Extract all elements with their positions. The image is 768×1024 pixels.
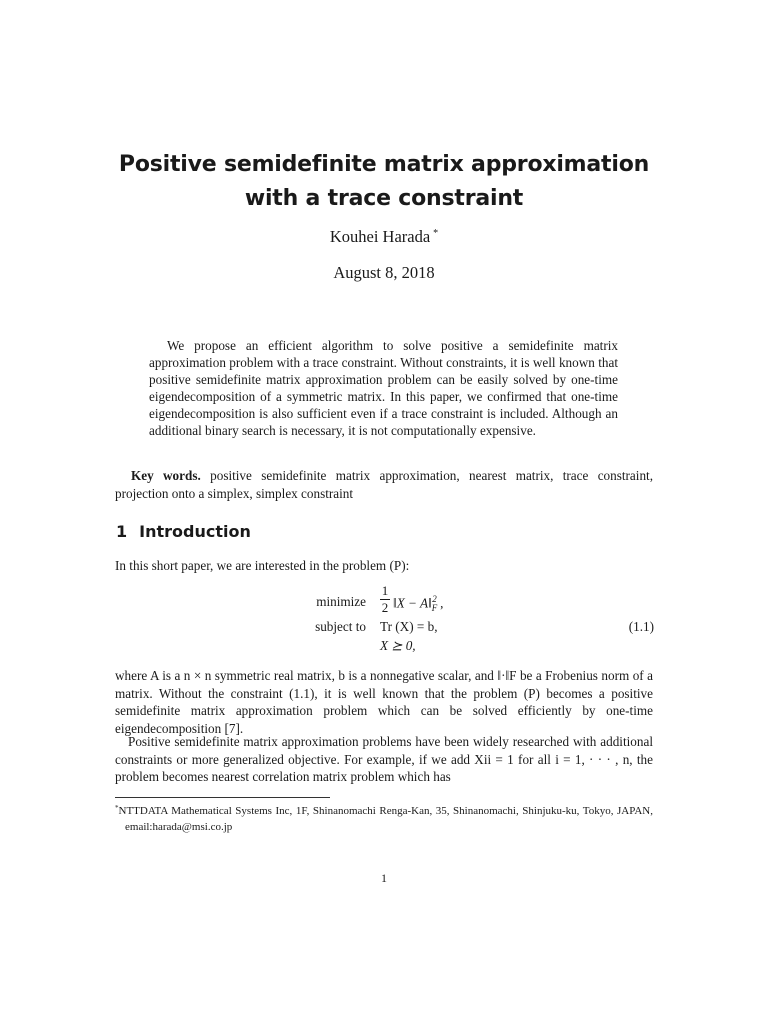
fraction-bar [380,599,390,600]
keywords-text: positive semidefinite matrix approximation, nearest matrix, trace constraint, projection onto a simplex, simplex constraint [115,468,653,501]
minimize-label: minimize [316,594,366,609]
page-number: 1 [381,871,387,885]
trace-constraint: Tr (X) = b, [380,619,438,634]
author-name: Kouhei Harada [329,227,431,246]
intro-paragraph-3: Positive semidefinite matrix approximation problems have been widely researched with additional constraints or more generalized objective. For example, if we add Xii = 1 for all i = 1, · · · , n, the problem becomes nearest correlation matrix problem which has [115,734,653,784]
author-line [0,227,768,247]
keywords [115,467,653,502]
objective-norm: ‖X − A‖ [393,595,432,611]
objective-superscript: 2 [432,594,437,604]
objective-tail: , [436,595,444,611]
footnote [115,800,653,835]
subject-to-label: subject to [315,619,366,634]
footnote-mark: * [115,804,119,812]
title-line-1: Positive semidefinite matrix approximation [118,152,650,177]
section-number: 1 [116,522,128,541]
paper-date: August 8, 2018 [333,263,435,282]
fraction-one-half [380,584,390,615]
objective-subscript: F [431,603,438,614]
title-line-2: with a trace constraint [244,186,524,211]
section-heading [116,522,251,541]
keywords-label: Key words. [131,468,201,483]
intro-paragraph-1: In this short paper, we are interested in the problem (P): [115,558,410,573]
footnote-rule [115,797,330,798]
paper-title [0,148,768,216]
section-title: Introduction [139,522,251,541]
footnote-text: NTTDATA Mathematical Systems Inc, 1F, Shinanomachi Renga-Kan, 35, Shinanomachi, Shinjuku-ku, Tokyo, JAPAN, email:harada@msi.co.jp [118,805,653,833]
intro-paragraph-2: where A is a n × n symmetric real matrix, b is a nonnegative scalar, and ‖·‖F be a Frobenius norm of a matrix. Without the constraint (1.1), it is well known that the problem (P) becomes a positive semidefinite matrix approximation problem which can be solved efficiently by one-time eigendecomposition [7]. [115,668,653,736]
fraction-denominator: 2 [381,600,389,615]
abstract: We propose an efficient algorithm to solve positive a semidefinite matrix approximation problem with a trace constraint. Without constraints, it is well known that positive semidefinite matrix approximation problem can be easily solved by one-time eigendecomposition of a symmetric matrix. In this paper, we confirmed that one-time eigendecomposition is also sufficient even if a trace constraint is included. Although an additional binary search is necessary, it is not computationally expensive. [149,338,618,438]
equation-number: (1.1) [628,619,654,634]
psd-constraint: X ⪰ 0, [380,638,416,653]
fraction-numerator: 1 [381,583,389,598]
author-footnote-mark: * [433,228,439,239]
objective-expression [393,594,443,613]
